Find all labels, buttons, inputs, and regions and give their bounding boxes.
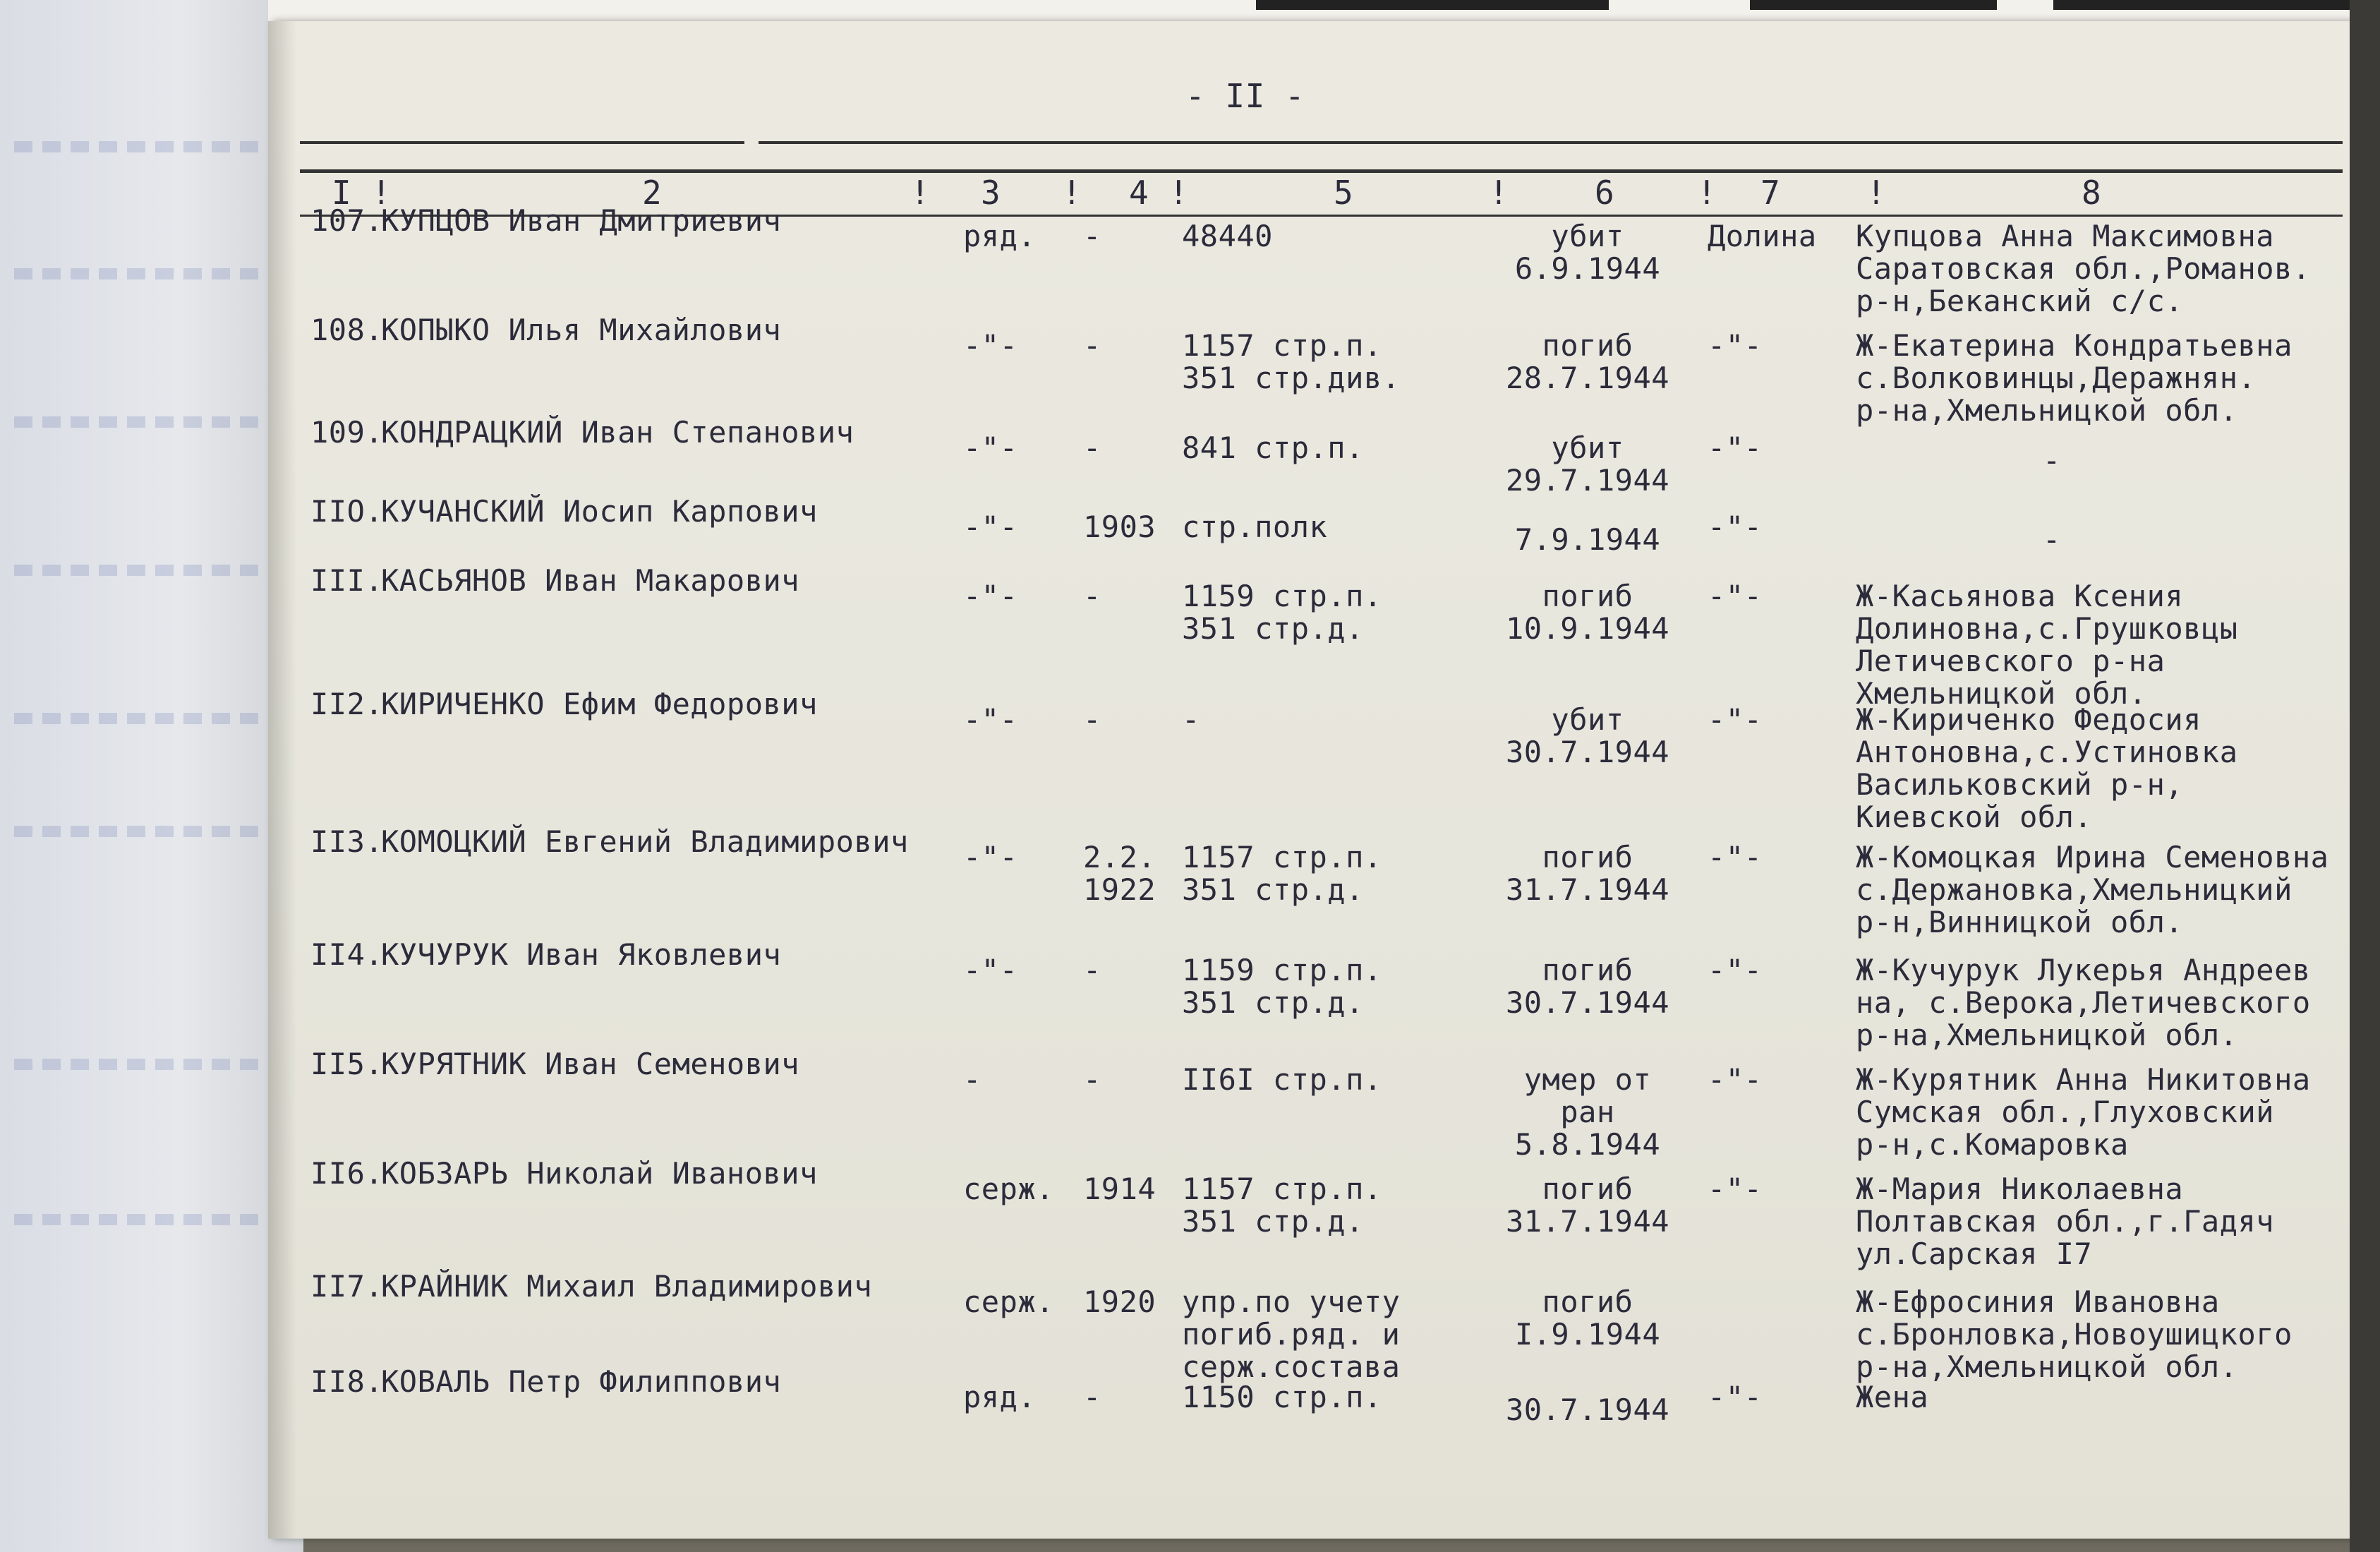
- fate-status: погиб: [1542, 1172, 1633, 1206]
- fate-status: 29.7.1944: [1505, 463, 1670, 498]
- burial-place: -"-: [1708, 1172, 1763, 1206]
- header-sep: !: [1062, 174, 1082, 212]
- fate-status: 5.8.1944: [1514, 1127, 1661, 1162]
- military-unit: 351 стр.д.: [1182, 872, 1364, 907]
- header-rule-left: [300, 141, 744, 144]
- bleed-through-text: [14, 1214, 268, 1225]
- row-number: II6.: [310, 1156, 384, 1191]
- military-unit: II6I стр.п.: [1182, 1062, 1382, 1097]
- fate-status: погиб: [1542, 328, 1633, 363]
- next-of-kin: Ж-Касьянова Ксения: [1856, 579, 2184, 613]
- next-of-kin: Ж-Комоцкая Ирина Семеновна: [1856, 840, 2329, 874]
- next-of-kin: р-н,Беканский с/с.: [1856, 284, 2184, 318]
- burial-place: -"-: [1708, 702, 1763, 737]
- military-rank: -"-: [963, 510, 1018, 544]
- person-name: КИРИЧЕНКО Ефим Федорович: [381, 687, 818, 721]
- bleed-through-text: [14, 565, 268, 576]
- person-name: КОМОЦКИЙ Евгений Владимирович: [381, 824, 909, 859]
- fate-status: I.9.1944: [1514, 1317, 1661, 1352]
- birth-year: -: [1083, 219, 1101, 253]
- person-name: КУЧУРУК Иван Яковлевич: [381, 937, 782, 972]
- header-sep: !: [1866, 174, 1887, 212]
- header-rule-main: [300, 169, 2343, 173]
- page-fold-shadow: [268, 21, 296, 1539]
- person-name: КОБЗАРЬ Николай Иванович: [381, 1156, 818, 1191]
- person-name: КАСЬЯНОВ Иван Макарович: [381, 563, 800, 598]
- military-unit: 1157 стр.п.: [1182, 1172, 1382, 1206]
- strip-mark: [1750, 0, 1997, 10]
- fate-status: 28.7.1944: [1505, 361, 1670, 395]
- fate-status: 10.9.1944: [1505, 611, 1670, 646]
- fate-status: убит: [1551, 702, 1624, 737]
- next-of-kin: р-на,Хмельницкой обл.: [1856, 393, 2238, 428]
- next-of-kin: Долиновна,с.Грушковцы: [1856, 611, 2238, 646]
- birth-year: -: [1083, 579, 1101, 613]
- military-rank: ряд.: [963, 219, 1037, 253]
- bleed-through-text: [14, 141, 268, 152]
- header-col-5: 5: [1334, 174, 1354, 212]
- header-col-1: I !: [332, 174, 392, 212]
- next-of-kin: Ж-Кучурук Лукерья Андреев: [1856, 953, 2311, 987]
- military-rank: -"-: [963, 702, 1018, 737]
- row-number: II8.: [310, 1364, 384, 1399]
- strip-mark: [1256, 0, 1609, 10]
- page-number: - II -: [1185, 77, 1305, 115]
- military-rank: ряд.: [963, 1380, 1037, 1414]
- row-number: II7.: [310, 1269, 384, 1304]
- military-rank: -"-: [963, 431, 1018, 465]
- next-of-kin: Ж-Курятник Анна Никитовна: [1856, 1062, 2311, 1097]
- next-of-kin: на, с.Верока,Летичевского: [1856, 985, 2311, 1020]
- header-col-8: 8: [2082, 174, 2102, 212]
- burial-place: -"-: [1708, 840, 1763, 874]
- birth-year: -: [1083, 1380, 1101, 1414]
- next-of-kin: Ж-Екатерина Кондратьевна: [1856, 328, 2293, 363]
- person-name: КУЧАНСКИЙ Иосип Карпович: [381, 494, 818, 529]
- military-unit: стр.полк: [1182, 510, 1328, 544]
- bleed-through-text: [14, 416, 268, 428]
- row-number: III.: [310, 563, 384, 598]
- header-col-2: 2: [642, 174, 663, 212]
- person-name: КРАЙНИК Михаил Владимирович: [381, 1269, 873, 1304]
- birth-year: -: [1083, 1062, 1101, 1097]
- military-rank: -"-: [963, 328, 1018, 363]
- birth-year: 2.2. 1922: [1083, 840, 1156, 907]
- next-of-kin: ул.Сарская I7: [1856, 1237, 2093, 1271]
- next-of-kin: Киевской обл.: [1856, 800, 2093, 834]
- person-name: КОВАЛЬ Петр Филиппович: [381, 1364, 782, 1399]
- military-unit: серж.состава: [1182, 1349, 1401, 1384]
- birth-year: -: [1083, 953, 1101, 987]
- fate-status: 6.9.1944: [1514, 251, 1661, 286]
- military-unit: 48440: [1182, 219, 1273, 253]
- header-sep: !: [1697, 174, 1717, 212]
- next-of-kin: Саратовская обл.,Романов.: [1856, 251, 2311, 286]
- birth-year: 1914: [1083, 1172, 1156, 1206]
- next-of-kin: Жена: [1856, 1380, 1929, 1414]
- fate-status: погиб: [1542, 953, 1633, 987]
- military-unit: -: [1182, 702, 1200, 737]
- fate-status: 30.7.1944: [1505, 1392, 1670, 1427]
- military-unit: упр.по учету: [1182, 1285, 1401, 1319]
- next-of-kin: Полтавская обл.,г.Гадяч: [1856, 1204, 2275, 1239]
- burial-place: Долина: [1708, 219, 1817, 253]
- row-number: II4.: [310, 937, 384, 972]
- next-of-kin: -: [2043, 522, 2061, 557]
- military-rank: -"-: [963, 953, 1018, 987]
- header-col-6: 6: [1595, 174, 1615, 212]
- next-of-kin: Ж-Мария Николаевна: [1856, 1172, 2184, 1206]
- header-col-3: 3: [981, 174, 1001, 212]
- row-number: II3.: [310, 824, 384, 859]
- bleed-through-text: [14, 713, 268, 724]
- fate-status: ран: [1560, 1095, 1615, 1129]
- fate-status: 30.7.1944: [1505, 735, 1670, 769]
- military-unit: 351 стр.д.: [1182, 611, 1364, 646]
- next-of-kin: Хмельницкой обл.: [1856, 676, 2147, 711]
- next-of-kin: р-на,Хмельницкой обл.: [1856, 1018, 2238, 1052]
- military-unit: 351 стр.д.: [1182, 1204, 1364, 1239]
- burial-place: -"-: [1708, 1380, 1763, 1414]
- birth-year: -: [1083, 702, 1101, 737]
- next-of-kin: р-н,с.Комаровка: [1856, 1127, 2129, 1162]
- military-rank: -"-: [963, 579, 1018, 613]
- scan-edge: [2350, 0, 2380, 1552]
- previous-page-edge: [0, 0, 303, 1552]
- military-unit: погиб.ряд. и: [1182, 1317, 1401, 1352]
- person-name: КУПЦОВ Иван Дмитриевич: [381, 203, 782, 238]
- military-rank: -"-: [963, 840, 1018, 874]
- next-of-kin: Ж-Кириченко Федосия: [1856, 702, 2201, 737]
- birth-year: -: [1083, 431, 1101, 465]
- row-number: IIO.: [310, 494, 384, 529]
- military-unit: 1157 стр.п.: [1182, 328, 1382, 363]
- military-rank: серж.: [963, 1285, 1054, 1319]
- military-unit: 1159 стр.п.: [1182, 953, 1382, 987]
- header-sep: !: [910, 174, 931, 212]
- military-unit: 1150 стр.п.: [1182, 1380, 1382, 1414]
- next-of-kin: р-н,Винницкой обл.: [1856, 905, 2184, 939]
- burial-place: -"-: [1708, 953, 1763, 987]
- next-of-kin: Летичевского р-на: [1856, 644, 2165, 678]
- next-of-kin: Сумская обл.,Глуховский: [1856, 1095, 2275, 1129]
- row-number: II5.: [310, 1047, 384, 1081]
- row-number: II2.: [310, 687, 384, 721]
- next-of-kin: Купцова Анна Максимовна: [1856, 219, 2275, 253]
- burial-place: -"-: [1708, 510, 1763, 544]
- military-unit: 351 стр.див.: [1182, 361, 1401, 395]
- row-number: 107.: [310, 203, 384, 238]
- military-unit: 351 стр.д.: [1182, 985, 1364, 1020]
- bleed-through-text: [14, 1059, 268, 1070]
- header-sep: !: [1489, 174, 1509, 212]
- military-unit: 1159 стр.п.: [1182, 579, 1382, 613]
- next-of-kin: Васильковский р-н,: [1856, 767, 2184, 802]
- row-number: 108.: [310, 313, 384, 347]
- person-name: КОНДРАЦКИЙ Иван Степанович: [381, 415, 854, 450]
- fate-status: умер от: [1523, 1062, 1652, 1097]
- header-rule-right: [759, 141, 2343, 144]
- burial-place: -"-: [1708, 328, 1763, 363]
- fate-status: убит: [1551, 431, 1624, 465]
- bleed-through-text: [14, 268, 268, 279]
- header-col-7: 7: [1760, 174, 1781, 212]
- next-of-kin: Антоновна,с.Устиновка: [1856, 735, 2238, 769]
- birth-year: 1920: [1083, 1285, 1156, 1319]
- burial-place: -"-: [1708, 431, 1763, 465]
- birth-year: -: [1083, 328, 1101, 363]
- next-of-kin: Ж-Ефросиния Ивановна: [1856, 1285, 2220, 1319]
- header-col-4: 4 !: [1129, 174, 1189, 212]
- strip-mark: [2053, 0, 2350, 10]
- fate-status: убит: [1551, 219, 1624, 253]
- military-rank: серж.: [963, 1172, 1054, 1206]
- next-of-kin: р-на,Хмельницкой обл.: [1856, 1349, 2238, 1384]
- fate-status: 31.7.1944: [1505, 872, 1670, 907]
- fate-status: погиб: [1542, 579, 1633, 613]
- fate-status: погиб: [1542, 1285, 1633, 1319]
- next-of-kin: -: [2043, 443, 2061, 478]
- fate-status: погиб: [1542, 840, 1633, 874]
- military-unit: 1157 стр.п.: [1182, 840, 1382, 874]
- row-number: 109.: [310, 415, 384, 450]
- burial-place: -"-: [1708, 1062, 1763, 1097]
- next-of-kin: с.Бронловка,Новоушицкого: [1856, 1317, 2293, 1352]
- person-name: КУРЯТНИК Иван Семенович: [381, 1047, 800, 1081]
- fate-status: 31.7.1944: [1505, 1204, 1670, 1239]
- next-of-kin: с.Волковинцы,Деражнян.: [1856, 361, 2257, 395]
- military-unit: 841 стр.п.: [1182, 431, 1364, 465]
- next-of-kin: с.Держановка,Хмельницкий: [1856, 872, 2293, 907]
- military-rank: -: [963, 1062, 981, 1097]
- bleed-through-text: [14, 826, 268, 837]
- birth-year: 1903: [1083, 510, 1156, 544]
- burial-place: -"-: [1708, 579, 1763, 613]
- fate-status: 30.7.1944: [1505, 985, 1670, 1020]
- fate-status: 7.9.1944: [1514, 522, 1661, 557]
- person-name: КОПЫКО Илья Михайлович: [381, 313, 782, 347]
